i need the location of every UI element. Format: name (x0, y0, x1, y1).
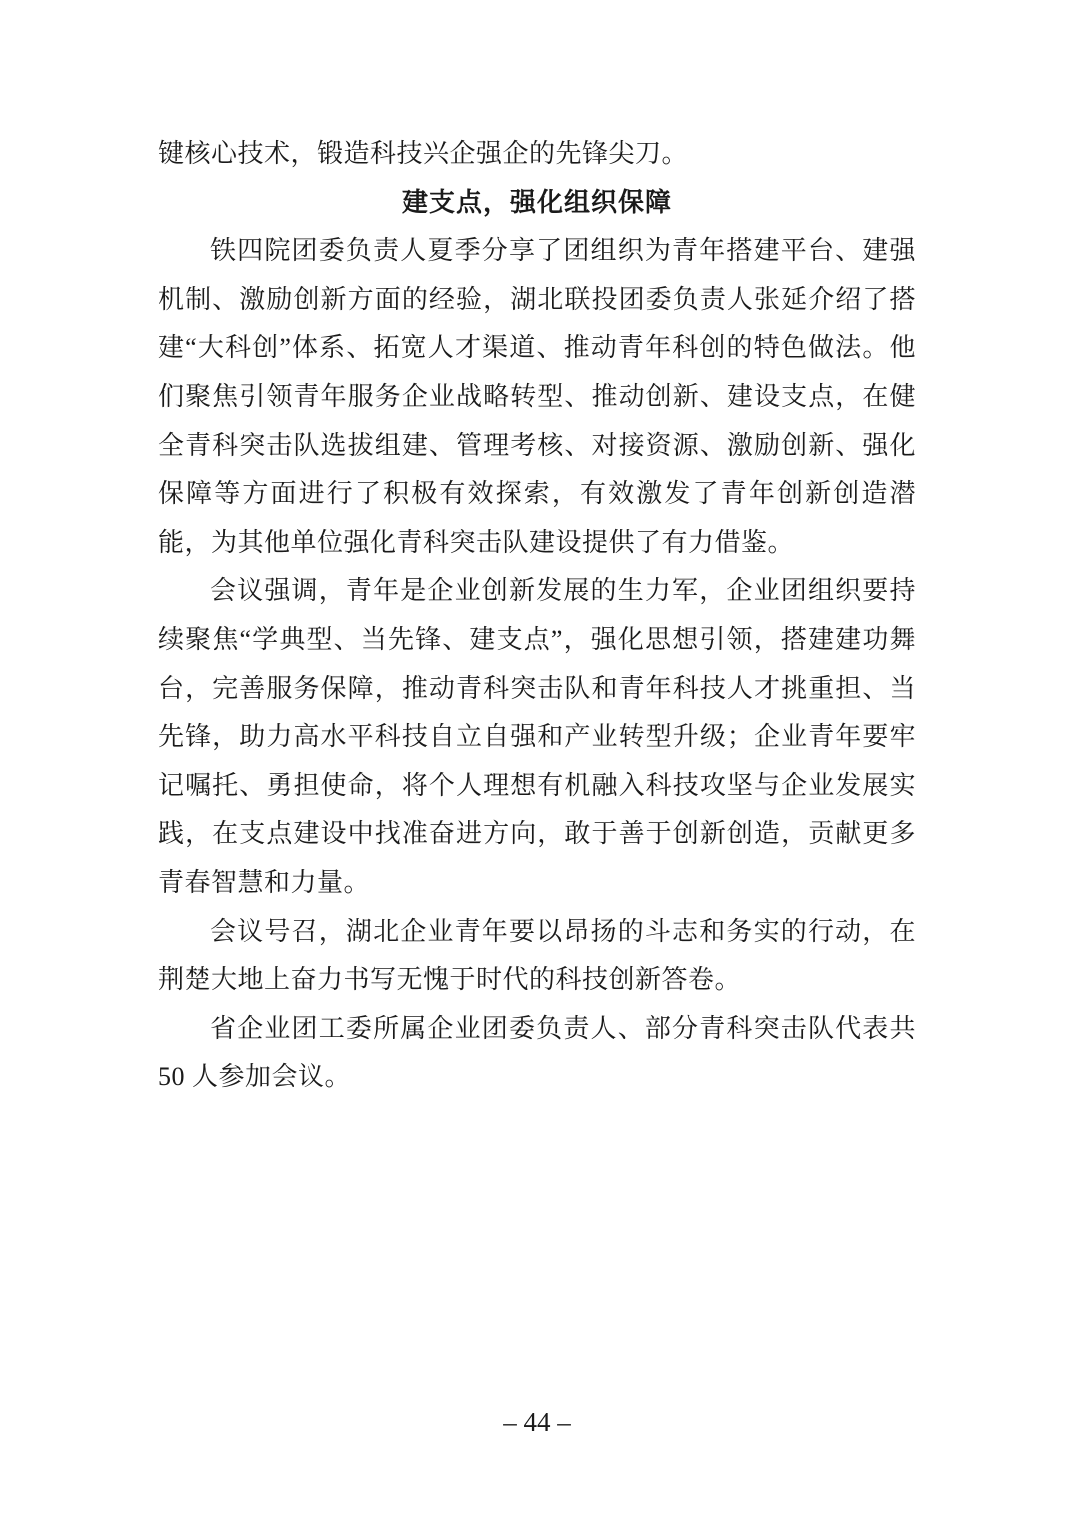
paragraph: 省企业团工委所属企业团委负责人、部分青科突击队代表共 50 人参加会议。 (158, 1013, 916, 1092)
section-heading: 建支点，强化组织保障 (401, 187, 672, 217)
paragraph: 会议号召，湖北企业青年要以昂扬的斗志和务实的行动，在荆楚大地上奋力书写无愧于时代的科技创新答卷。 (158, 916, 916, 995)
page-number: – 44 – (503, 1407, 571, 1437)
paragraph: 铁四院团委负责人夏季分享了团组织为青年搭建平台、建强机制、激励创新方面的经验，湖北联投团委负责人张延介绍了搭建“大科创”体系、拓宽人才渠道、推动青年科创的特色做法。他们聚焦引领青年服务企业战略转型、推动创新、建设支点，在健全青科突击队选拔组建、管理考核、对接资源、激励创新、强化保障等方面进行了积极有效探索，有效激发了青年创新创造潜能，为其他单位强化青科突击队建设提供了有力借鉴。 (158, 236, 916, 557)
paragraph-continuation: 键核心技术，锻造科技兴企强企的先锋尖刀。 (158, 139, 689, 168)
paragraph: 会议强调，青年是企业创新发展的生力军，企业团组织要持续聚焦“学典型、当先锋、建支点”，强化思想引领，搭建建功舞台，完善服务保障，推动青科突击队和青年科技人才挑重担、当先锋，助力高水平科技自立自强和产业转型升级；企业青年要牢记嘱托、勇担使命，将个人理想有机融入科技攻坚与企业发展实践，在支点建设中找准奋进方向，敢于善于创新创造，贡献更多青春智慧和力量。 (158, 576, 916, 897)
document-body (158, 130, 916, 1102)
page-footer (0, 1402, 1074, 1442)
